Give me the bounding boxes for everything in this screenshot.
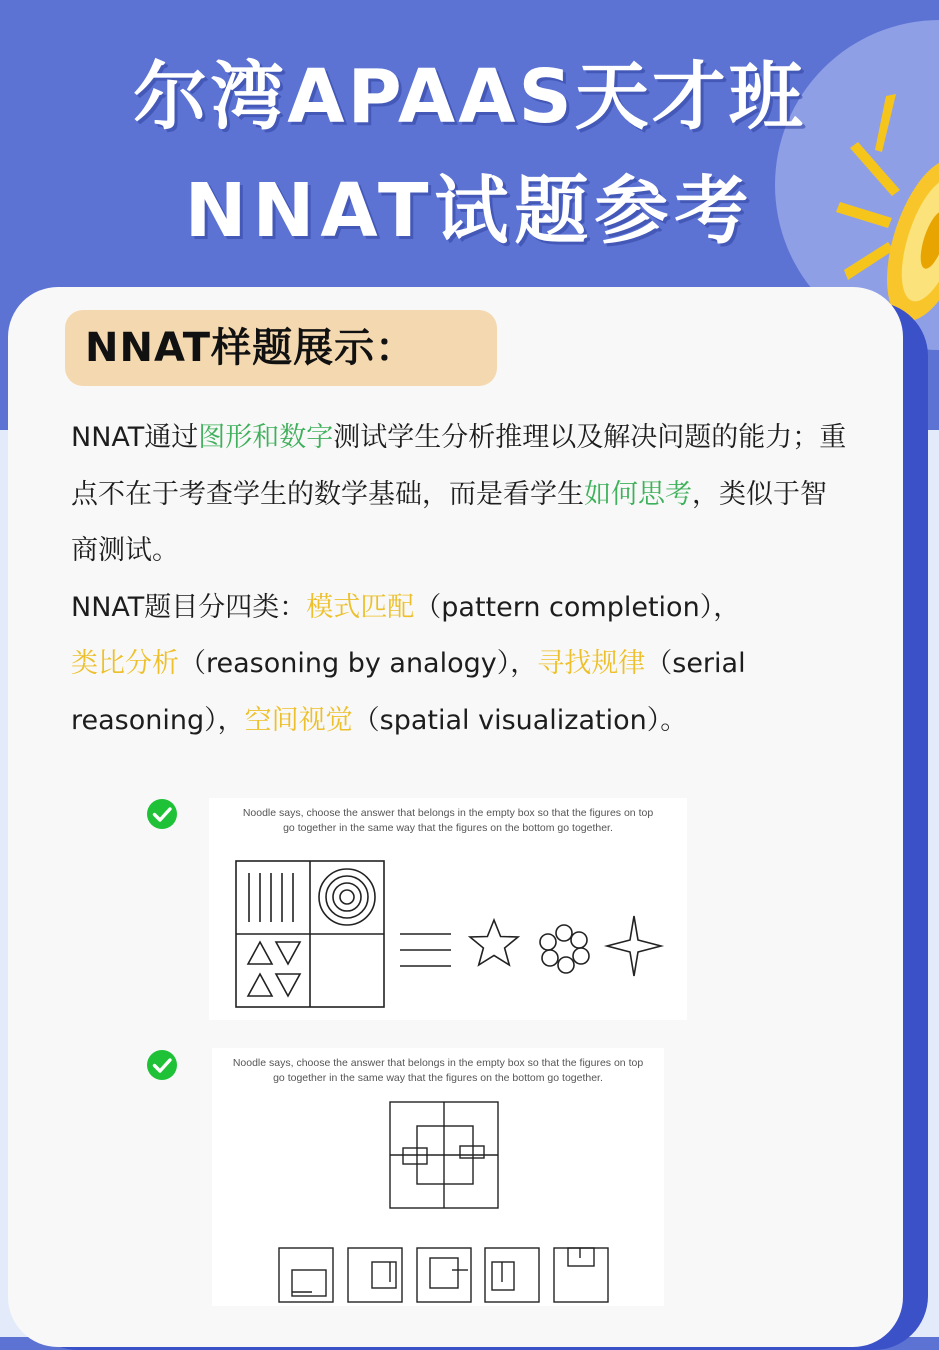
page-title-line-2: NNAT试题参考 <box>184 168 755 254</box>
category-1-cn: 模式匹配 <box>306 591 415 623</box>
example-2-figure <box>212 1048 664 1306</box>
category-3-en: （serial reasoning）， <box>71 648 746 736</box>
category-2-en: （reasoning by analogy）， <box>179 648 538 679</box>
category-3-cn: 寻找规律 <box>537 648 646 679</box>
intro-text-1: NNAT通过 <box>71 422 199 453</box>
categories-text-1: NNAT题目分四类： <box>71 591 307 623</box>
example-1-figure <box>209 798 687 1020</box>
intro-paragraph <box>71 410 851 749</box>
example-1-image <box>209 798 687 1020</box>
category-4-cn: 空间视觉 <box>244 704 353 736</box>
section-heading: NNAT样题展示： <box>65 310 497 386</box>
category-2-cn: 类比分析 <box>71 648 179 679</box>
example-2-prompt-line-2: go together in the same way that the figures on the bottom go together. <box>273 1072 603 1084</box>
check-icon <box>146 1049 178 1081</box>
example-1-prompt-line-1: Noodle says, choose the answer that belongs in the empty box so that the figures on top <box>242 807 654 819</box>
intro-highlight-1: 图形和数字 <box>198 422 334 453</box>
intro-highlight-2: 如何思考 <box>584 478 692 510</box>
page-title-line-1: 尔湾APAAS天才班 <box>133 54 806 140</box>
example-2-image <box>212 1048 664 1306</box>
example-1-prompt-line-2: go together in the same way that the figures on the bottom go together. <box>283 822 613 834</box>
check-icon <box>146 798 178 830</box>
category-4-en: （spatial visualization）。 <box>352 704 688 736</box>
example-2-prompt-line-1: Noodle says, choose the answer that belongs in the empty box so that the figures on top <box>232 1057 644 1069</box>
intro-text-3: ，类似于智商测试。 <box>71 478 827 566</box>
category-1-en: （pattern completion）， <box>414 591 741 623</box>
intro-text-2: 测试学生分析推理以及解决问题的能力；重点不在于考查学生的数学基础，而是看学生 <box>71 422 847 510</box>
